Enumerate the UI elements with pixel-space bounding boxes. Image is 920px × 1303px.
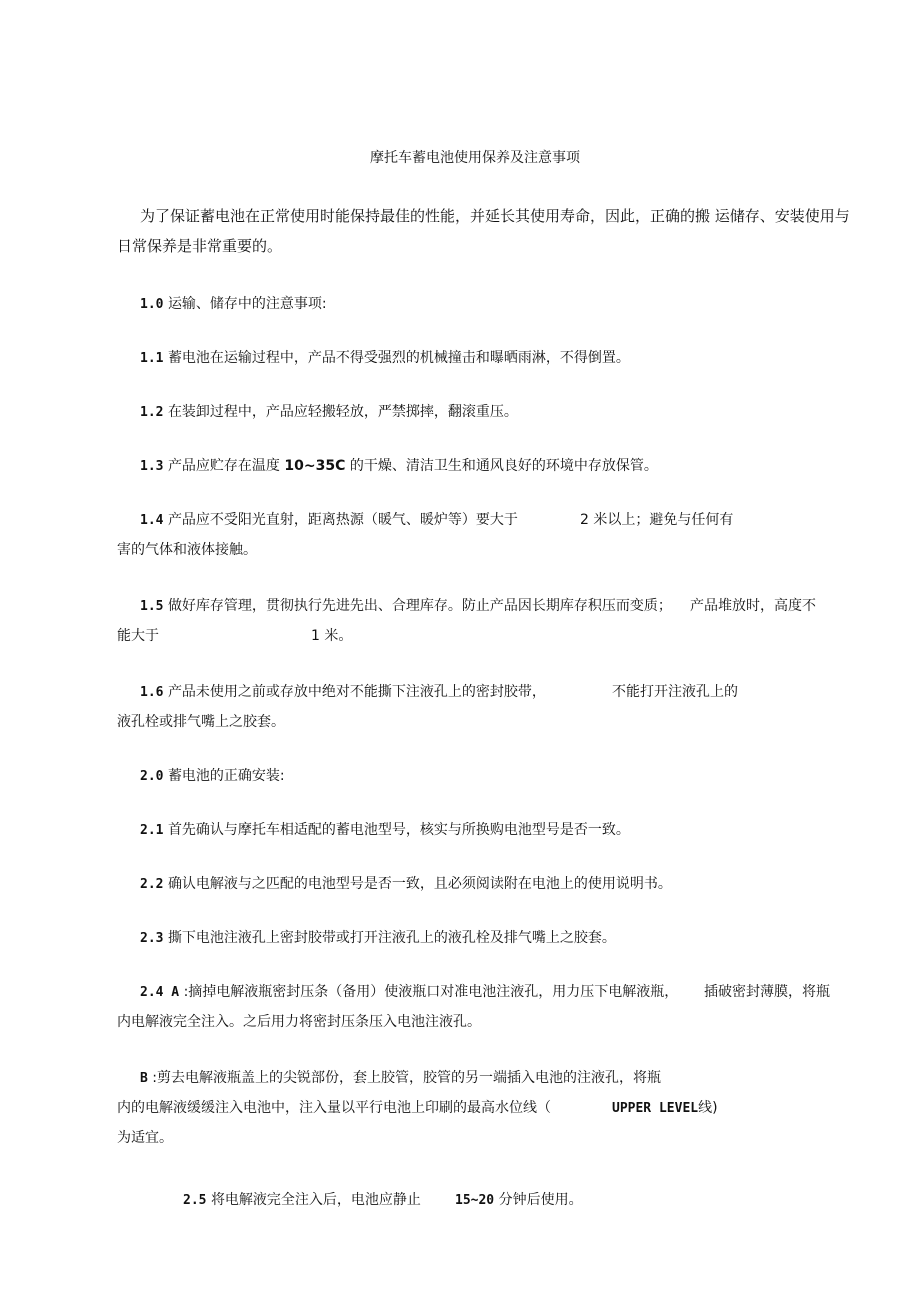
section-text: 的干燥、清洁卫生和通风良好的环境中存放保管。 [349,458,658,474]
section-text: 线) [698,1100,718,1116]
section-number: 1.3 [140,459,164,474]
section-text: :剪去电解液瓶盖上的尖锐部份，套上胶管，胶管的另一端插入电池的注液孔，将瓶 [152,1070,661,1086]
section-1-4 [140,510,518,531]
section-text: :摘掉电解液瓶密封压条（备用）使液瓶口对准电池注液孔，用力压下电解液瓶， [183,984,679,1000]
section-text: 撕下电池注液孔上密封胶带或打开注液孔上的液孔栓及排气嘴上之胶套。 [167,930,616,946]
intro-line-1: 为了保证蓄电池在正常使用时能保持最佳的性能，并延长其使用寿命，因此，正确的搬 运储存、安装使用与 [140,207,850,225]
section-number: 2.0 [140,769,164,784]
section-1-4-line-2: 害的气体和液体接触。 [117,542,257,558]
section-number: 1.4 [140,513,164,528]
section-number: 1.6 [140,685,164,700]
section-text: 产品应贮存在温度 [167,458,280,474]
section-number: 1.0 [140,297,164,312]
section-number: 2.4 A [140,985,180,1000]
section-text: 分钟后使用。 [498,1192,583,1208]
section-2-1 [140,820,630,841]
section-2-3 [140,928,616,949]
section-2-4-a [140,982,678,1003]
section-2-4-b-line-2b [612,1098,718,1119]
section-number: 1.5 [140,599,164,614]
time-range: 15~20 [455,1193,495,1208]
section-1-0 [140,294,327,315]
section-1-5-line-2a: 能大于 [117,628,159,644]
section-2-0 [140,766,285,787]
section-text: 做好库存管理，贯彻执行先进先出、合理库存。防止产品因长期库存积压而变质； [167,598,672,614]
section-number: B [140,1071,148,1086]
section-2-4-b [140,1068,661,1089]
section-number: 2.3 [140,931,164,946]
section-text: 运输、储存中的注意事项: [167,296,327,312]
section-text: 产品未使用之前或存放中绝对不能撕下注液孔上的密封胶带， [167,684,546,700]
document-title: 摩托车蓄电池使用保养及注意事项 [370,150,580,166]
section-text: 首先确认与摩托车相适配的蓄电池型号，核实与所换购电池型号是否一致。 [167,822,630,838]
section-2-4-a-line-2: 内电解液完全注入。之后用力将密封压条压入电池注液孔。 [117,1014,481,1030]
section-1-5-line-2b: 1 米。 [311,628,353,644]
section-1-3 [140,456,658,477]
section-number: 1.2 [140,405,164,420]
section-1-6-continued: 不能打开注液孔上的 [612,684,738,700]
section-text: 在装卸过程中，产品应轻搬轻放，严禁掷摔，翻滚重压。 [167,404,518,420]
section-text: 确认电解液与之匹配的电池型号是否一致，且必须阅读附在电池上的使用说明书。 [167,876,672,892]
section-text: 蓄电池在运输过程中，产品不得受强烈的机械撞击和曝晒雨淋，不得倒置。 [167,350,630,366]
section-1-6-line-2: 液孔栓或排气嘴上之胶套。 [117,714,285,730]
temperature-range: 10~35C [284,458,346,474]
section-2-2 [140,874,672,895]
section-number: 1.1 [140,351,164,366]
intro-line-2: 日常保养是非常重要的。 [117,237,283,255]
section-2-4-a-continued: 插破密封薄膜，将瓶 [704,984,830,1000]
section-1-2 [140,402,518,423]
section-1-5-continued: 产品堆放时，高度不 [690,598,816,614]
section-text: 产品应不受阳光直射，距离热源（暖气、暖炉等）要大于 [167,512,518,528]
section-1-6 [140,682,546,703]
section-1-4-continued: 2 米以上；避免与任何有 [580,512,734,528]
section-2-4-b-line-3: 为适宜。 [117,1130,173,1146]
section-1-1 [140,348,630,369]
section-number: 2.1 [140,823,164,838]
section-number: 2.5 [183,1193,207,1208]
section-2-5-continued [455,1190,583,1211]
section-number: 2.2 [140,877,164,892]
section-2-5 [183,1190,421,1211]
upper-level-label: UPPER LEVEL [612,1101,699,1116]
section-2-4-b-line-2a: 内的电解液缓缓注入电池中，注入量以平行电池上印刷的最高水位线（ [117,1100,551,1116]
section-text: 将电解液完全注入后，电池应静止 [210,1192,421,1208]
section-text: 蓄电池的正确安装: [167,768,285,784]
section-1-5 [140,596,672,617]
